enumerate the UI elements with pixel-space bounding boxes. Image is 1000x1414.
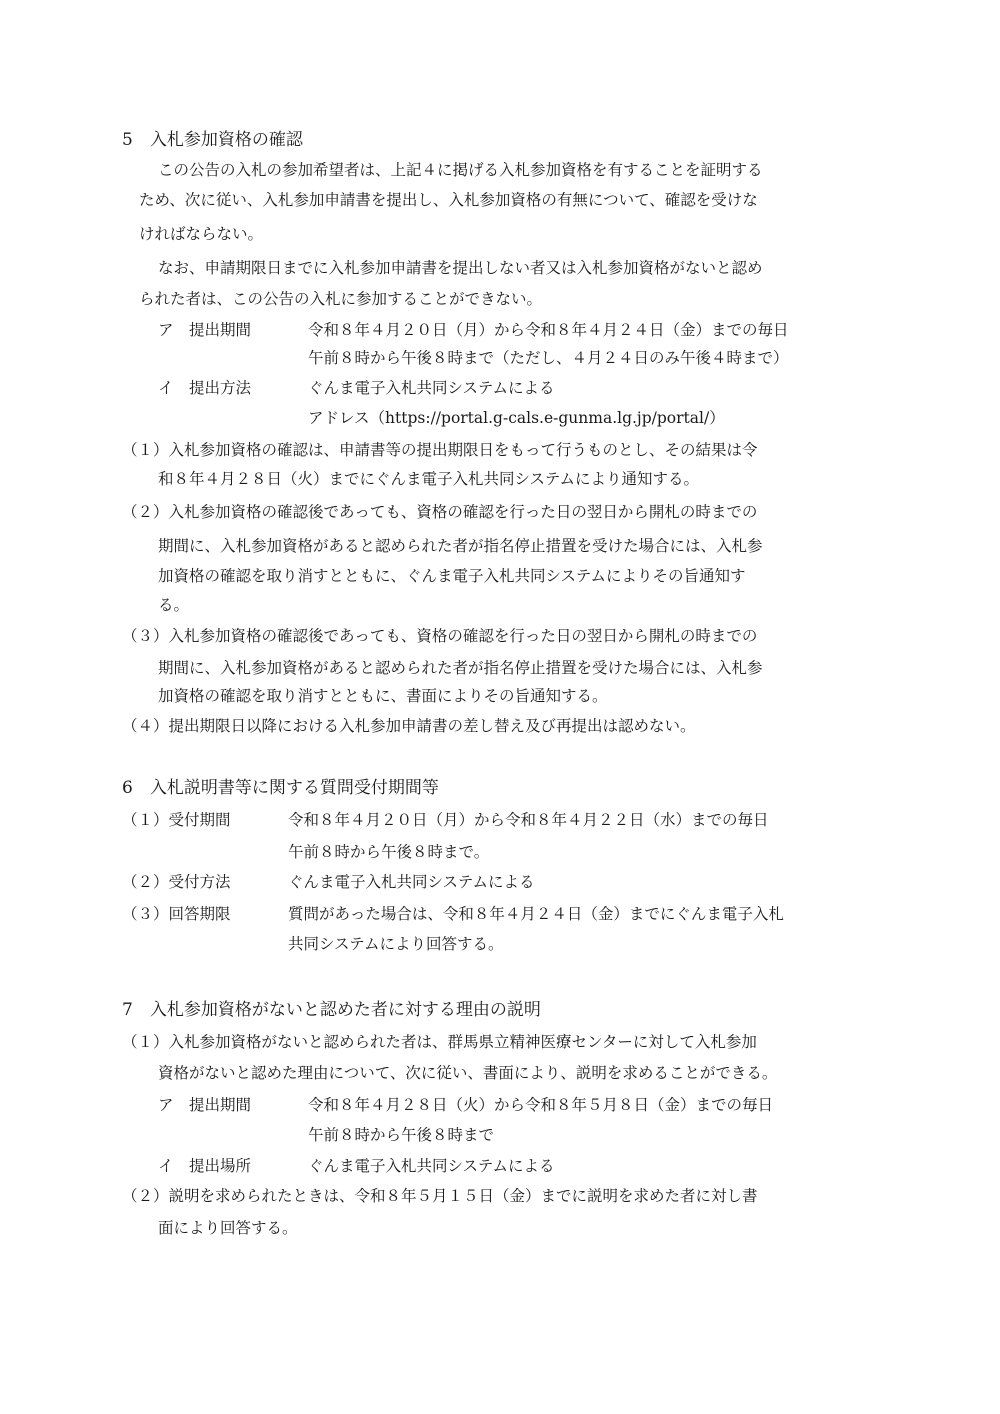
list-item-line: 加資格の確認を取り消すとともに、ぐんま電子入札共同システムによりその旨通知す <box>158 567 746 585</box>
sub-item-text: 午前８時から午後８時まで <box>308 1126 495 1144</box>
list-item-line: 資格がないと認めた理由について、次に従い、書面により、説明を求めることができる。 <box>158 1064 778 1082</box>
list-item-line: （３）入札参加資格の確認後であっても、資格の確認を行った日の翌日から開札の時までの <box>122 627 758 645</box>
list-item-line: （１）入札参加資格がないと認められた者は、群馬県立精神医療センターに対して入札参加 <box>122 1033 757 1051</box>
list-item-line: 加資格の確認を取り消すとともに、書面によりその旨通知する。 <box>158 687 608 705</box>
row-label: （２）受付方法 <box>122 873 231 891</box>
list-item-line: 和８年４月２８日（火）までにぐんま電子入札共同システムにより通知する。 <box>158 470 699 488</box>
row-text: ぐんま電子入札共同システムによる <box>288 873 535 891</box>
row-text: 質問があった場合は、令和８年４月２４日（金）までにぐんま電子入札 <box>288 905 784 923</box>
sub-item-text: 令和８年４月２８日（火）から令和８年５月８日（金）までの毎日 <box>308 1096 774 1114</box>
sub-item-label: イ 提出場所 <box>158 1157 252 1175</box>
paragraph-line: ため、次に従い、入札参加申請書を提出し、入札参加資格の有無について、確認を受けな <box>139 191 758 209</box>
section-5-heading: 5 入札参加資格の確認 <box>122 130 303 150</box>
row-label: （３）回答期限 <box>122 905 231 923</box>
sub-item-text: ぐんま電子入札共同システムによる <box>308 379 555 397</box>
sub-item-text: 令和８年４月２０日（月）から令和８年４月２４日（金）までの毎日 <box>308 321 789 339</box>
list-item-line: 期間に、入札参加資格があると認められた者が指名停止措置を受けた場合には、入札参 <box>158 659 763 677</box>
sub-item-text: ぐんま電子入札共同システムによる <box>308 1157 555 1175</box>
paragraph-line: この公告の入札の参加希望者は、上記４に掲げる入札参加資格を有することを証明する <box>158 161 763 179</box>
section-7-heading: 7 入札参加資格がないと認めた者に対する理由の説明 <box>122 1000 541 1020</box>
row-text: 午前８時から午後８時まで。 <box>288 843 490 861</box>
paragraph-line: なお、申請期限日までに入札参加申請書を提出しない者又は入札参加資格がないと認め <box>158 259 763 277</box>
row-label: （１）受付期間 <box>122 811 231 829</box>
row-text: 共同システムにより回答する。 <box>288 935 504 953</box>
sub-item-label: ア 提出期間 <box>158 1096 252 1114</box>
list-item-line: （４）提出期限日以降における入札参加申請書の差し替え及び再提出は認めない。 <box>122 717 696 735</box>
section-6-heading: 6 入札説明書等に関する質問受付期間等 <box>122 778 439 798</box>
list-item-line: 面により回答する。 <box>158 1219 298 1237</box>
portal-address: アドレス（https://portal.g-cals.e-gunma.lg.jp/portal/） <box>308 409 725 427</box>
list-item-line: （１）入札参加資格の確認は、申請書等の提出期限日をもって行うものとし、その結果は令 <box>122 441 758 459</box>
sub-item-label: ア 提出期間 <box>158 321 252 339</box>
sub-item-label: イ 提出方法 <box>158 379 252 397</box>
list-item-line: （２）説明を求められたときは、令和８年５月１５日（金）までに説明を求めた者に対し書 <box>122 1187 758 1205</box>
paragraph-line: られた者は、この公告の入札に参加することができない。 <box>139 290 543 308</box>
list-item-line: る。 <box>158 596 190 614</box>
paragraph-line: ければならない。 <box>139 225 264 243</box>
list-item-line: 期間に、入札参加資格があると認められた者が指名停止措置を受けた場合には、入札参 <box>158 537 763 555</box>
sub-item-text: 午前８時から午後８時まで（ただし、４月２４日のみ午後４時まで） <box>308 349 789 367</box>
row-text: 令和８年４月２０日（月）から令和８年４月２２日（水）までの毎日 <box>288 811 769 829</box>
list-item-line: （２）入札参加資格の確認後であっても、資格の確認を行った日の翌日から開札の時までの <box>122 503 758 521</box>
